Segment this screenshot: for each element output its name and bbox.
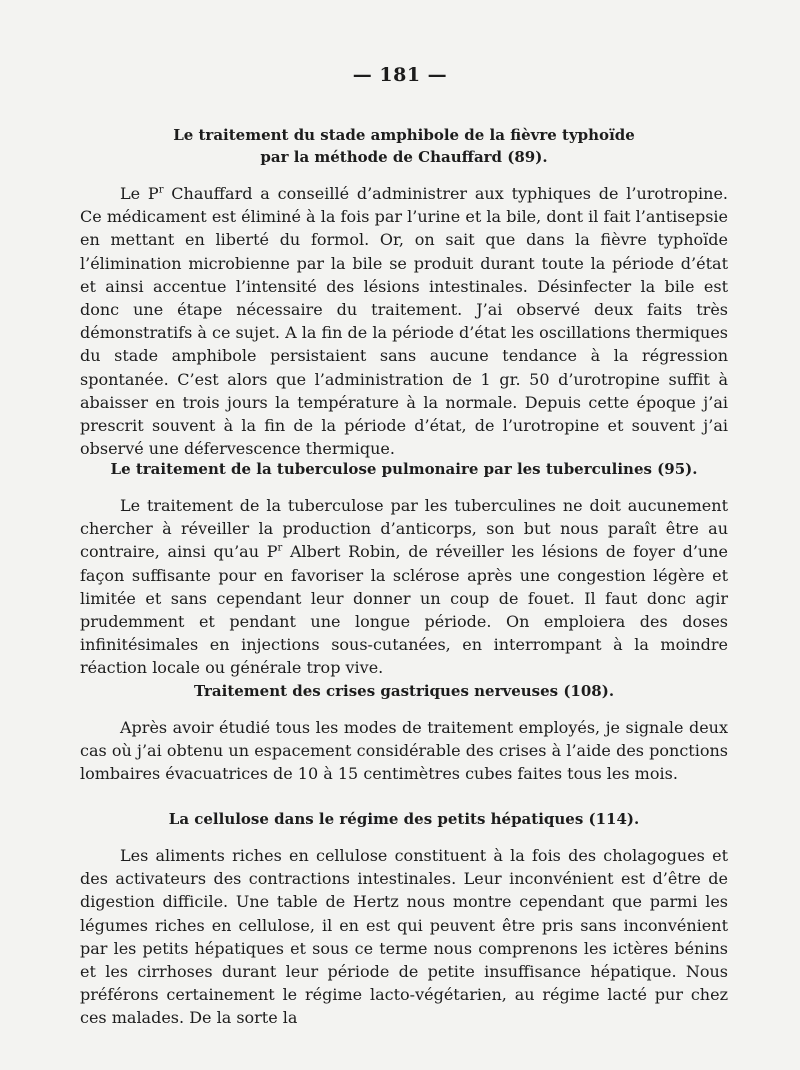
page-number: — 181 —: [352, 64, 448, 86]
section-tuberculosis: [80, 458, 728, 680]
paragraph-text: Chauffard a conseillé d’administrer aux typhiques de l’urotropine. Ce médicament est éliminé à la fois par l’urine et la bile, dont il fait l’antisepsie en mettant en liberté du formol. Or, on sait que dans la fièvre typhoïde l’élimination microbienne par la bile se produit durant toute la période d’état et ainsi accentue l’intensité des lésions intestinales. Désinfecter la bile est donc une étape nécessaire du traitement. J’ai observé deux faits très démonstratifs à ce sujet. A la fin de la période d’état les oscillations thermiques du stade amphibole persistaient sans aucune tendance à la régression spontanée. C’est alors que l’administration de 1 gr. 50 d’urotropine suffit à abaisser en trois jours la température à la normale. Depuis cette époque j’ai prescrit souvent à la fin de la période d’état, de l’urotropine et souvent j’ai observé une défervescence thermique.: [80, 184, 728, 459]
section-heading: La cellulose dans le régime des petits hépatiques (114).: [168, 810, 640, 828]
section-heading: [80, 124, 728, 168]
section-heading: Le traitement de la tuberculose pulmonaire par les tuberculines (95).: [110, 460, 698, 478]
section-typhoid: [80, 124, 728, 460]
section-paragraph: Les aliments riches en cellulose constituent à la fois des cholagogues et des activateurs des contractions intestinales. Leur inconvénient est d’être de digestion difficile. Une table de Hertz nous montre cependant que parmi les légumes riches en cellulose, il en est qui peuvent être pris sans inconvénient par les petits hépatiques et sous ce terme nous comprenons les ictères bénins et les cirrhoses durant leur période de petite insuffisance hépatique. Nous préférons certainement le régime lacto-végétarien, au régime lacté pur chez ces malades. De la sorte la: [80, 846, 728, 1028]
section-heading: Traitement des crises gastriques nerveuses (108).: [193, 682, 615, 700]
section-gastric-crises: [80, 680, 728, 786]
paragraph-start: Le traitement de la tuberculose par les tuberculines ne doit aucunement chercher à réveiller la production d’anticorps, son but nous paraît être au contraire, ainsi qu’au P: [80, 496, 728, 562]
section-paragraph: [80, 494, 728, 680]
section-cellulose: [80, 808, 728, 1030]
heading-line-1: Le traitement du stade amphibole de la fièvre typhoïde: [173, 126, 635, 144]
section-paragraph: [80, 182, 728, 460]
superscript: r: [158, 184, 164, 196]
paragraph-text: Albert Robin, de réveiller les lésions de foyer d’une façon suffisante pour en favoriser la sclérose après une congestion légère et limitée et sans cependant leur donner un coup de fouet. Il faut donc agir prudemment et pendant une longue période. On emploiera des doses infinitésimales en injections sous-cutanées, en interrompant à la moindre réaction locale ou générale trop vive.: [80, 542, 729, 678]
heading-line-2: par la méthode de Chauffard (89).: [260, 148, 548, 166]
section-paragraph: Après avoir étudié tous les modes de traitement employés, je signale deux cas où j’ai obtenu un espacement considérable des crises à l’aide des ponctions lombaires évacuatrices de 10 à 15 centimètres cubes faites tous les mois.: [80, 718, 728, 784]
superscript: r: [277, 543, 283, 555]
paragraph-start: Le P: [120, 184, 159, 203]
